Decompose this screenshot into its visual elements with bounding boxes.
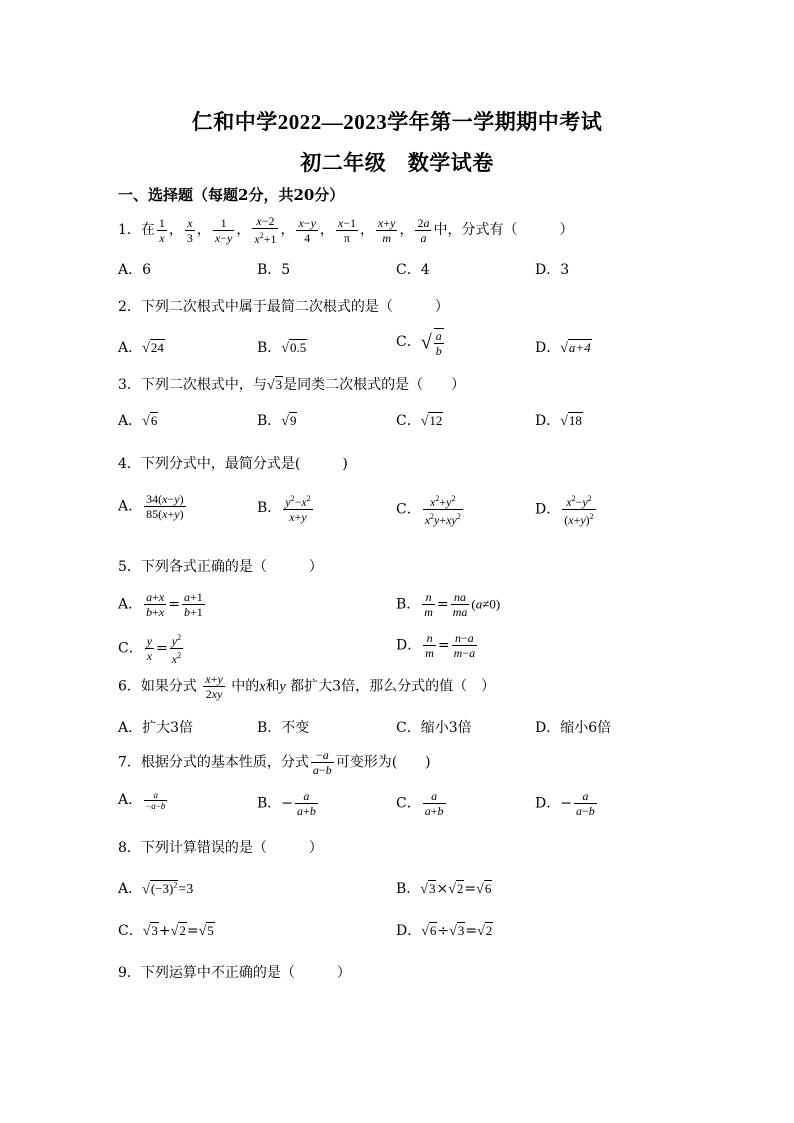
q4-option-a: A． $\frac{34(x-y)}{85(x+y)}$ xyxy=(118,492,184,521)
q4-option-c: C． $\frac{x^2+y^2}{x^2y+xy^2}$ xyxy=(396,494,461,527)
q6-option-d: D．缩小6倍 xyxy=(535,720,612,736)
q2-option-a: A．√24 xyxy=(118,340,164,356)
q8-option-c: C．√3+√2=√5 xyxy=(118,923,214,939)
q1-option-c: C．4 xyxy=(396,262,430,278)
exam-subtitle: 初二年级 数学试卷 xyxy=(300,151,494,175)
question-5: 5．下列各式正确的是（ ） xyxy=(118,559,323,575)
q1-option-d: D．3 xyxy=(535,262,570,278)
q7-option-b: B．− $\frac{a}{a+b}$ xyxy=(257,789,316,818)
question-4: 4．下列分式中，最简分式是( ) xyxy=(118,456,348,472)
q8-option-a: A．$√(-3)^2=3$ xyxy=(118,880,194,897)
q4-option-b: B． $\frac{y^2-x^2}{x+y}$ xyxy=(257,494,311,524)
q6-option-c: C．缩小3倍 xyxy=(396,720,472,736)
q3-option-d: D．√18 xyxy=(535,413,582,429)
question-6: 6．如果分式 $\frac{x+y}{2xy}$ 中的x和y 都扩大3倍，那么分式的值（ ） xyxy=(118,672,496,701)
q4-option-d: D． $\frac{x^2-y^2}{(x+y)^2}$ xyxy=(535,494,594,527)
exam-title: 仁和中学2022—2023学年第一学期期中考试 xyxy=(191,110,603,134)
question-8: 8．下列计算错误的是（ ） xyxy=(118,840,323,856)
q8-option-d: D．√6÷√3=√2 xyxy=(396,923,493,939)
q6-option-b: B．不变 xyxy=(257,720,310,736)
question-3: 3．下列二次根式中，与√3是同类二次根式的是（ ） xyxy=(118,377,466,393)
q5-option-d: D． $\frac{n}{m}$ = $\frac{n-a}{m-a}$ xyxy=(396,631,476,660)
q6-option-a: A．扩大3倍 xyxy=(118,720,194,736)
q2-option-c: C．√ $\frac{a}{b}$ xyxy=(396,329,442,358)
q5-option-b: B． $\frac{n}{m}$ = $\frac{na}{ma}$ (a≠0) xyxy=(396,590,501,619)
q1-option-a: A．6 xyxy=(118,262,152,278)
question-7: 7．根据分式的基本性质，分式 $\frac{-a}{a-b}$ 可变形为( ) xyxy=(118,748,431,777)
q2-option-b: B．√0.5 xyxy=(257,340,307,356)
q3-option-a: A．√6 xyxy=(118,413,158,429)
question-1-suffix: 中，分式有（ ） xyxy=(433,222,574,238)
question-1-prefix: 1．在 xyxy=(118,222,155,238)
q5-option-a: A． $\frac{a+x}{b+x}$ = $\frac{a+1}{b+1}$ xyxy=(118,590,203,619)
question-9: 9．下列运算中不正确的是（ ） xyxy=(118,965,351,981)
q5-option-c: C． $\frac{y}{x}$ = $\frac{y^2}{x^2}$ xyxy=(118,633,182,666)
q7-option-a: A． $\frac{a}{-a-b}$ xyxy=(118,789,166,811)
question-2: 2．下列二次根式中属于最简二次根式的是（ ） xyxy=(118,299,449,315)
q1-option-b: B．5 xyxy=(257,262,291,278)
q8-option-b: B．√3×√2=√6 xyxy=(396,881,492,897)
q7-option-c: C． $\frac{a}{a+b}$ xyxy=(396,789,444,818)
q7-option-d: D．− $\frac{a}{a-b}$ xyxy=(535,789,595,818)
q3-option-b: B．√9 xyxy=(257,413,297,429)
question-1: 1．在 $\frac{1}{x}$ ， $\frac{x}{3}$ ， $\frac{1}{x-y}$ ， $\frac{x-2}{x^2+1}$ ， $\frac{x-y}{4}$ ， $\frac{x-1}{\pi}$ ， $\frac{x+y}{m}$ ， $\frac{2a}{a}$ 中，分式有（ ） xyxy=(118,214,574,246)
q3-option-c: C．√12 xyxy=(396,413,443,429)
section-heading: 一、选择题（每题2分，共20分） xyxy=(118,186,345,204)
q2-option-d: D．√a+4 xyxy=(535,340,591,356)
